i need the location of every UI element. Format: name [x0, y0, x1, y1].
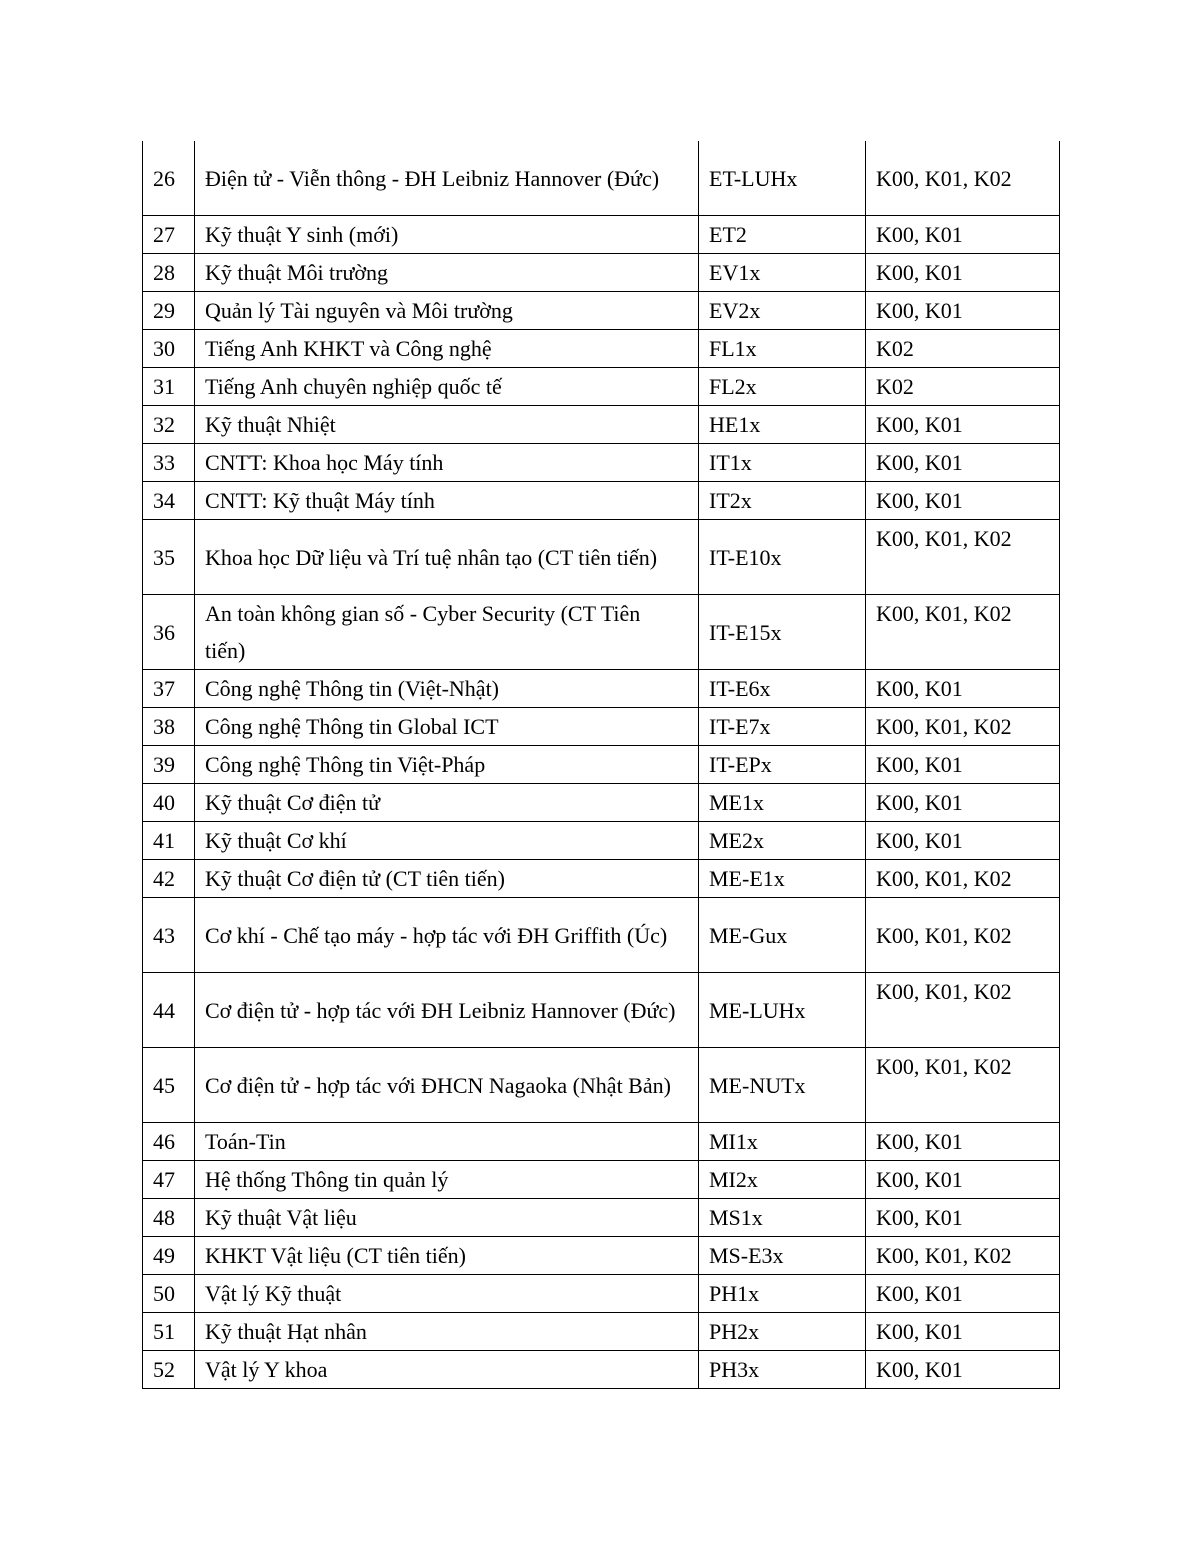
program-name: Kỹ thuật Y sinh (mới) [195, 216, 699, 254]
program-code: FL1x [699, 330, 866, 368]
program-code: ME2x [699, 822, 866, 860]
program-name: Kỹ thuật Cơ điện tử [195, 784, 699, 822]
program-name: Hệ thống Thông tin quản lý [195, 1161, 699, 1199]
row-number: 33 [143, 444, 195, 482]
program-name: Kỹ thuật Cơ điện tử (CT tiên tiến) [195, 860, 699, 898]
program-name: Công nghệ Thông tin Việt-Pháp [195, 746, 699, 784]
program-name: Công nghệ Thông tin Global ICT [195, 708, 699, 746]
row-number: 34 [143, 482, 195, 520]
program-name: Kỹ thuật Môi trường [195, 254, 699, 292]
table-row [143, 254, 1060, 292]
row-number: 28 [143, 254, 195, 292]
row-number: 39 [143, 746, 195, 784]
program-name: Vật lý Kỹ thuật [195, 1275, 699, 1313]
program-code: ME-Gux [699, 898, 866, 973]
row-number: 47 [143, 1161, 195, 1199]
row-number: 51 [143, 1313, 195, 1351]
subject-combinations: K00, K01 [866, 1275, 1060, 1313]
row-number: 42 [143, 860, 195, 898]
program-code: IT-E15x [699, 595, 866, 670]
program-code: PH3x [699, 1351, 866, 1389]
table-row [143, 746, 1060, 784]
program-name: Điện tử - Viễn thông - ĐH Leibniz Hannover (Đức) [195, 141, 699, 216]
program-name: Tiếng Anh chuyên nghiệp quốc tế [195, 368, 699, 406]
row-number: 48 [143, 1199, 195, 1237]
table-row [143, 708, 1060, 746]
row-number: 30 [143, 330, 195, 368]
program-code: IT-EPx [699, 746, 866, 784]
table-row [143, 444, 1060, 482]
row-number: 46 [143, 1123, 195, 1161]
table-row [143, 216, 1060, 254]
table-row [143, 292, 1060, 330]
table-row [143, 822, 1060, 860]
table-row [143, 520, 1060, 595]
program-name: Kỹ thuật Nhiệt [195, 406, 699, 444]
table-row [143, 860, 1060, 898]
program-code: MS1x [699, 1199, 866, 1237]
program-code: EV1x [699, 254, 866, 292]
program-name: CNTT: Khoa học Máy tính [195, 444, 699, 482]
program-name: KHKT Vật liệu (CT tiên tiến) [195, 1237, 699, 1275]
table-row [143, 406, 1060, 444]
row-number: 45 [143, 1048, 195, 1123]
row-number: 37 [143, 670, 195, 708]
program-code: IT1x [699, 444, 866, 482]
subject-combinations: K00, K01 [866, 670, 1060, 708]
programs-table [142, 141, 1060, 1389]
subject-combinations: K00, K01, K02 [866, 708, 1060, 746]
program-code: EV2x [699, 292, 866, 330]
table-row [143, 1123, 1060, 1161]
table-row [143, 330, 1060, 368]
program-code: MI1x [699, 1123, 866, 1161]
row-number: 27 [143, 216, 195, 254]
subject-combinations: K00, K01 [866, 822, 1060, 860]
program-name: Khoa học Dữ liệu và Trí tuệ nhân tạo (CT tiên tiến) [195, 520, 699, 595]
table-row [143, 1313, 1060, 1351]
subject-combinations: K00, K01 [866, 216, 1060, 254]
program-code: HE1x [699, 406, 866, 444]
table-row [143, 670, 1060, 708]
program-code: MI2x [699, 1161, 866, 1199]
program-code: IT-E10x [699, 520, 866, 595]
subject-combinations: K00, K01 [866, 1199, 1060, 1237]
table-row [143, 595, 1060, 670]
subject-combinations: K02 [866, 330, 1060, 368]
program-name: An toàn không gian số - Cyber Security (CT Tiên tiến) [195, 595, 699, 670]
table-row [143, 1048, 1060, 1123]
program-name: Kỹ thuật Vật liệu [195, 1199, 699, 1237]
row-number: 40 [143, 784, 195, 822]
program-name: Công nghệ Thông tin (Việt-Nhật) [195, 670, 699, 708]
program-code: ME-LUHx [699, 973, 866, 1048]
program-name: Cơ điện tử - hợp tác với ĐHCN Nagaoka (Nhật Bản) [195, 1048, 699, 1123]
program-name: CNTT: Kỹ thuật Máy tính [195, 482, 699, 520]
programs-table-body [143, 141, 1060, 1389]
subject-combinations: K00, K01, K02 [866, 973, 1060, 1048]
subject-combinations: K00, K01, K02 [866, 1237, 1060, 1275]
program-code: FL2x [699, 368, 866, 406]
program-code: ET-LUHx [699, 141, 866, 216]
subject-combinations: K00, K01 [866, 1161, 1060, 1199]
row-number: 44 [143, 973, 195, 1048]
subject-combinations: K00, K01 [866, 406, 1060, 444]
row-number: 26 [143, 141, 195, 216]
program-name: Cơ điện tử - hợp tác với ĐH Leibniz Hannover (Đức) [195, 973, 699, 1048]
table-row [143, 482, 1060, 520]
subject-combinations: K00, K01, K02 [866, 520, 1060, 595]
table-row [143, 1199, 1060, 1237]
program-code: IT2x [699, 482, 866, 520]
table-row [143, 1351, 1060, 1389]
row-number: 35 [143, 520, 195, 595]
subject-combinations: K00, K01 [866, 292, 1060, 330]
table-row [143, 368, 1060, 406]
table-row [143, 898, 1060, 973]
row-number: 32 [143, 406, 195, 444]
subject-combinations: K00, K01, K02 [866, 1048, 1060, 1123]
row-number: 31 [143, 368, 195, 406]
program-code: IT-E7x [699, 708, 866, 746]
program-code: MS-E3x [699, 1237, 866, 1275]
subject-combinations: K00, K01 [866, 1351, 1060, 1389]
table-row [143, 1237, 1060, 1275]
row-number: 43 [143, 898, 195, 973]
program-name: Toán-Tin [195, 1123, 699, 1161]
row-number: 41 [143, 822, 195, 860]
program-name: Kỹ thuật Cơ khí [195, 822, 699, 860]
row-number: 49 [143, 1237, 195, 1275]
subject-combinations: K00, K01 [866, 746, 1060, 784]
program-name: Vật lý Y khoa [195, 1351, 699, 1389]
subject-combinations: K00, K01, K02 [866, 898, 1060, 973]
row-number: 38 [143, 708, 195, 746]
subject-combinations: K00, K01, K02 [866, 595, 1060, 670]
subject-combinations: K00, K01, K02 [866, 141, 1060, 216]
program-code: ME1x [699, 784, 866, 822]
row-number: 36 [143, 595, 195, 670]
subject-combinations: K00, K01 [866, 1123, 1060, 1161]
subject-combinations: K00, K01 [866, 254, 1060, 292]
subject-combinations: K00, K01 [866, 1313, 1060, 1351]
table-row [143, 1161, 1060, 1199]
table-row [143, 141, 1060, 216]
row-number: 52 [143, 1351, 195, 1389]
program-name: Tiếng Anh KHKT và Công nghệ [195, 330, 699, 368]
program-code: ME-NUTx [699, 1048, 866, 1123]
subject-combinations: K00, K01 [866, 482, 1060, 520]
row-number: 50 [143, 1275, 195, 1313]
program-code: ME-E1x [699, 860, 866, 898]
row-number: 29 [143, 292, 195, 330]
program-code: PH1x [699, 1275, 866, 1313]
program-code: IT-E6x [699, 670, 866, 708]
table-row [143, 784, 1060, 822]
program-name: Cơ khí - Chế tạo máy - hợp tác với ĐH Griffith (Úc) [195, 898, 699, 973]
program-code: PH2x [699, 1313, 866, 1351]
table-row [143, 1275, 1060, 1313]
subject-combinations: K00, K01, K02 [866, 860, 1060, 898]
subject-combinations: K02 [866, 368, 1060, 406]
program-name: Quản lý Tài nguyên và Môi trường [195, 292, 699, 330]
program-name: Kỹ thuật Hạt nhân [195, 1313, 699, 1351]
table-row [143, 973, 1060, 1048]
program-code: ET2 [699, 216, 866, 254]
subject-combinations: K00, K01 [866, 784, 1060, 822]
subject-combinations: K00, K01 [866, 444, 1060, 482]
